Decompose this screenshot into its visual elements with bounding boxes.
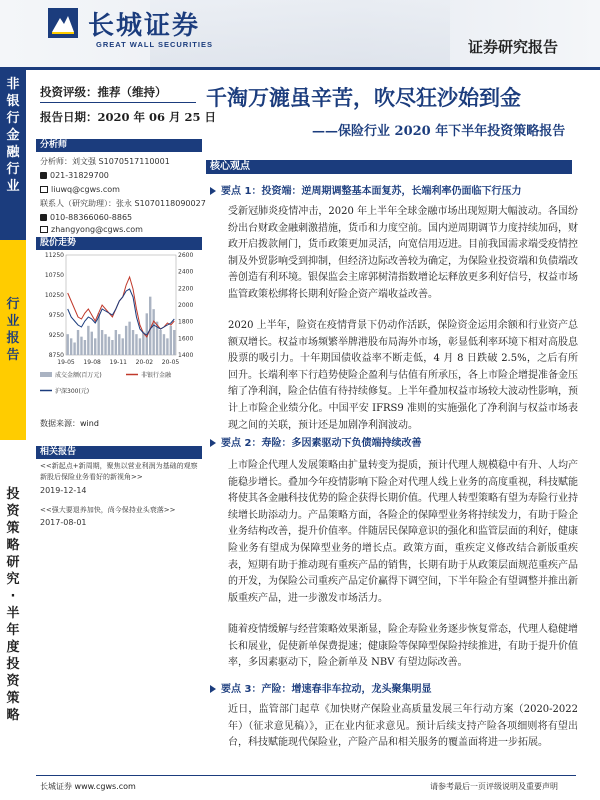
- volume-bar: [91, 332, 93, 355]
- phone-icon: [40, 172, 47, 179]
- contact-phone-text: 010-88366060-8865: [50, 213, 133, 222]
- y-left-tick-label: 11250: [44, 252, 64, 259]
- company-name-cn: 长城证券: [88, 11, 201, 41]
- company-name-en: GREAT WALL SECURITIES: [96, 40, 213, 49]
- related-report-date: 2019-12-14: [40, 486, 87, 495]
- footer-website[interactable]: 长城证券 www.cgws.com: [40, 782, 136, 791]
- legend-swatch: [40, 372, 52, 377]
- body-paragraph: 随着疫情缓解与经营策略效果渐显，险企寿险业务逐步恢复常态，代理人稳健增长和展业，促使新单保费提速；健康险等保障型保险持续推进，有助于提升价值率，多因素驱动下，险企新单及 NBV 有望边际改善。: [228, 624, 578, 669]
- analyst-email-text: liuwq@cgws.com: [51, 185, 120, 194]
- contact-email[interactable]: [40, 224, 143, 236]
- contact-phone: [40, 212, 132, 224]
- triangle-bullet-icon: [210, 439, 216, 447]
- industry-strip: [0, 70, 26, 240]
- y-left-tick-label: 10250: [44, 292, 64, 299]
- footer-divider: [36, 775, 576, 776]
- volume-bar: [70, 338, 72, 355]
- volume-bar: [139, 338, 141, 355]
- analyst-name: 分析师：刘文强 S1070517110001: [40, 157, 170, 166]
- x-tick-label: 20-02: [135, 359, 154, 366]
- body-paragraph: 2020 上半年，险资在疫情背景下仍动作活跃，保险资金运用余额和行业资产总额双增长。权益市场频繁举牌港股布局海外市场，彰显低利率环境下相对高股息股票的吸引力。十年期国债收益率不断走低，4 月 8 日跌破 2.5%，之后有所回升。长端利率下行趋势使险企盈利与估值有所承压，各上市险企增提准备金压缩了净利润，险企估值有待持续修复。上半年叠加权益市场较大波动性影响，预计上市险企业绩分化。中国平安 IFRS9 准则的实施强化了净利润与权益市场表现之间的关联，预计还是加剧净利润波动。: [228, 320, 578, 431]
- legend-label: 成交金额(百万元): [55, 372, 102, 379]
- y-left-tick-label: 8750: [48, 352, 64, 359]
- related-report-title[interactable]: <<新起点+新周期，聚焦以营业利润为基础的观察新股后保险业务看好的新视角>>: [40, 462, 198, 481]
- email-icon: [40, 226, 48, 233]
- chart-source: 数据来源：wind: [40, 419, 99, 428]
- volume-bar: [170, 326, 172, 355]
- report-kind-strip: [0, 240, 26, 440]
- price-line: [68, 289, 175, 335]
- volume-bar: [132, 330, 134, 355]
- analyst-email[interactable]: [40, 184, 120, 196]
- volume-bar: [115, 330, 117, 355]
- triangle-bullet-icon: [210, 685, 216, 693]
- rating-divider: [40, 102, 196, 103]
- analyst-phone: [40, 170, 109, 182]
- y-right-tick-label: 1800: [178, 318, 194, 326]
- point-heading: [210, 434, 421, 449]
- analyst-heading: 分析师: [36, 139, 202, 152]
- analyst-phone-text: 021-31829700: [50, 171, 109, 180]
- volume-bar: [80, 337, 82, 355]
- strategy-strip-label: 投资策略研究·半年度投资策略: [6, 487, 20, 723]
- related-report-date: 2017-08-01: [40, 518, 87, 527]
- volume-bar: [94, 338, 96, 355]
- volume-bar: [97, 313, 99, 355]
- volume-bar: [122, 338, 124, 355]
- phone-icon: [40, 214, 47, 221]
- volume-bar: [77, 330, 79, 355]
- volume-bar: [173, 330, 175, 355]
- report-type: 证券研究报告: [468, 38, 559, 56]
- report-date: 报告日期：2020 年 06 月 25 日: [40, 110, 217, 124]
- page-subtitle: ——保险行业 2020 年下半年投资策略报告: [312, 124, 566, 139]
- body-paragraph: 近日，监管部门起草《加快财产保险业高质量发展三年行动方案（2020-2022 年）（征求意见稿）》，正在业内征求意见。预计后续支持产险各项细则将有望出台，科技赋能现代保险业，产险产品和相关服务的覆盖面将进一步拓展。: [228, 704, 578, 749]
- volume-bar: [135, 334, 137, 355]
- triangle-bullet-icon: [210, 187, 216, 195]
- y-left-tick-label: 10750: [44, 272, 64, 279]
- body-paragraph: 受新冠肺炎疫情冲击，2020 年上半年全球金融市场出现短期大幅波动。各国纷纷出台财政金融刺激措施，货币和力度空前。国内逆周期调节力度持续加码，财政开启拨款闸门，货币政策更加灵活，向宽信用迈进。目前我国需求端受疫情控制及外贸影响受到抑制，但经济边际改善较为确定，为保险业投资端和负债端改善创造有利环境。银保监会主席郭树清指数增论坛释放更多利好信号，权益市场监管政策松绑将长期利好险企资产端收益改善。: [228, 206, 578, 300]
- contact-name: 联系人（研究助理）：张永 S1070118090027: [40, 199, 206, 208]
- core-view-bar: [206, 160, 572, 174]
- volume-bar: [152, 309, 154, 355]
- point-heading: [210, 680, 431, 695]
- x-tick-label: 19-05: [57, 359, 75, 366]
- legend-label: 沪深300(元): [55, 388, 90, 395]
- volume-bar: [142, 332, 144, 355]
- y-left-tick-label: 9750: [48, 312, 64, 319]
- body-paragraph: 上市险企代理人发展策略由扩量转变为提质，预计代理人规模稳中有升、人均产能稳步增长。叠加今年疫情影响下险企对代理人线上业务的高度重视，科技赋能将使其各金融科技优势的险企获得长期价值。代理人转型策略有望为寿险行业持续增长助添动力。产品策略方面，各险企的保障型业务将持续发力，有助于险企业务结构改善，提升价值率。伴随居民保障意识的强化和监管层面的利好，健康险业务有望成为保障型业务的增长点。政策方面，重疾定义修改结合新版重疾表，短期有助于推动现有重疾产品的销售，长期有助于从政策层面规范重疾产品的开发，为保险公司重疾产品定价赢得下调空间，下半年险企有望调整并推出新版重疾产品，进一步激发市场活力。: [228, 460, 578, 604]
- volume-bar: [84, 340, 86, 355]
- volume-bar: [104, 334, 106, 355]
- volume-bar: [159, 330, 161, 355]
- y-right-tick-label: 2000: [178, 302, 194, 309]
- strategy-strip: [0, 440, 26, 800]
- y-right-tick-label: 2600: [178, 252, 194, 259]
- investment-rating: 投资评级：推荐（维持）: [40, 85, 167, 99]
- y-right-tick-label: 2400: [178, 268, 194, 276]
- core-view-label: 核心观点: [210, 161, 250, 172]
- y-right-tick-label: 2200: [178, 285, 194, 293]
- point-heading-text: 要点 1：投资端：逆周期调整基本面复苏，长端利率仍面临下行压力: [221, 186, 522, 197]
- email-icon: [40, 186, 48, 193]
- point-heading: [210, 182, 521, 197]
- volume-bar: [163, 334, 165, 355]
- page-title: 千淘万漉虽辛苦，吹尽狂沙始到金: [206, 86, 521, 110]
- volume-bar: [128, 322, 130, 355]
- x-tick-label: 19-08: [83, 359, 101, 366]
- point-heading-text: 要点 3：产险：增速春非车拉动，龙头聚集明显: [221, 684, 432, 695]
- industry-strip-label: 非银行金融行业: [6, 77, 20, 194]
- company-logo-icon: [48, 8, 78, 38]
- contact-email-text: zhangyong@cgws.com: [51, 225, 143, 234]
- x-tick-label: 19-11: [109, 359, 127, 366]
- volume-bar: [87, 326, 89, 355]
- volume-bar: [101, 330, 103, 355]
- header-divider: [0, 67, 600, 70]
- legend-label: 非银行金融: [141, 372, 172, 379]
- report-kind-strip-label: 行业报告: [6, 297, 20, 363]
- volume-bar: [108, 337, 110, 355]
- point-heading-text: 要点 2：寿险：多因素驱动下负债端持续改善: [221, 438, 422, 449]
- volume-bar: [111, 340, 113, 355]
- y-right-tick-label: 1600: [178, 335, 194, 343]
- stock-price-chart: [36, 251, 202, 441]
- related-reports-heading: 相关报告: [36, 446, 202, 459]
- x-tick-label: 20-05: [161, 359, 180, 366]
- volume-bar: [118, 334, 120, 355]
- volume-bar: [73, 343, 75, 356]
- y-right-tick-label: 1400: [178, 352, 194, 359]
- volume-bar: [166, 338, 168, 355]
- related-report-title[interactable]: <<强大要退养加快，尚今保持业头衰落>>: [40, 506, 176, 514]
- volume-bar: [125, 326, 127, 355]
- footer-disclaimer: 请参考最后一页评级说明及重要声明: [430, 782, 558, 791]
- stock-chart-heading: 股价走势: [36, 237, 202, 250]
- y-left-tick-label: 9250: [48, 332, 64, 339]
- volume-bar: [67, 334, 69, 355]
